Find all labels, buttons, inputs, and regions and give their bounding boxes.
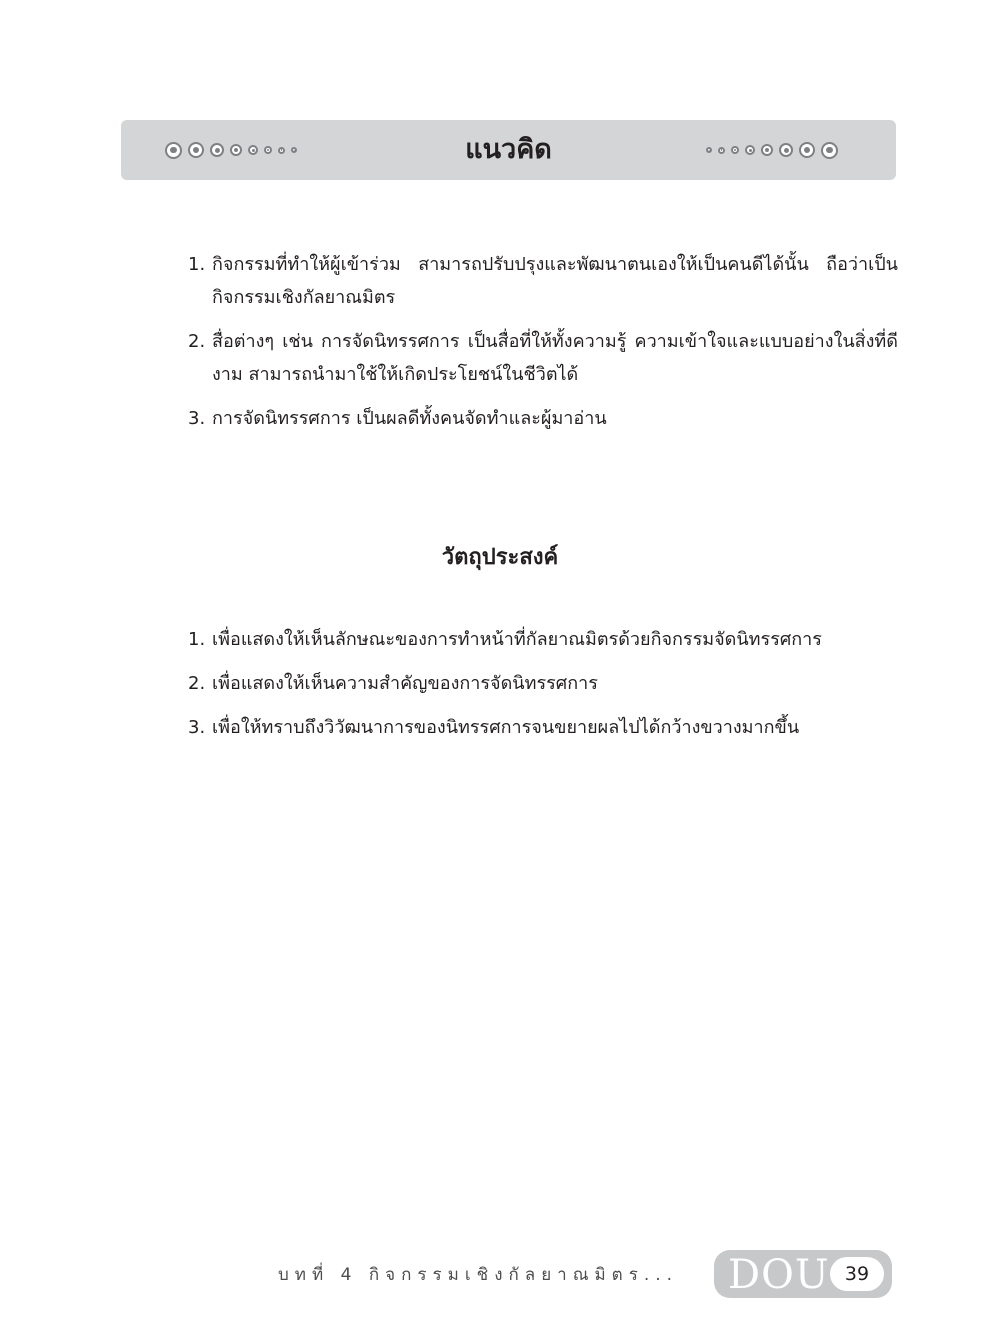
list-item-number: 2. xyxy=(188,673,206,694)
dot-icon xyxy=(745,145,755,155)
list-item-number: 3. xyxy=(188,408,206,429)
footer-badge xyxy=(714,1250,892,1298)
list-item xyxy=(188,325,898,391)
list-item-number: 1. xyxy=(188,254,206,275)
dou-logo: DOU xyxy=(728,1252,830,1298)
list-item-number: 2. xyxy=(188,331,206,352)
dot-icon xyxy=(718,147,725,154)
list-item-number: 3. xyxy=(188,717,206,738)
list-item-text: การจัดนิทรรศการ เป็นผลดีทั้งคนจัดทำและผู้มาอ่าน xyxy=(212,408,607,429)
list-item-text: กิจกรรมที่ทำให้ผู้เข้าร่วม สามารถปรับปรุงและพัฒนาตนเองให้เป็นคนดีได้นั้น ถือว่าเป็นกิจกรรมเชิงกัลยาณมิตร xyxy=(212,254,898,308)
dot-icon xyxy=(821,142,838,159)
section-banner xyxy=(121,120,896,180)
dot-icon xyxy=(706,147,712,153)
footer-chapter-text: บทที่ 4 กิจกรรมเชิงกัลยาณมิตร... xyxy=(278,1265,679,1285)
banner-title: แนวคิด xyxy=(465,134,552,165)
dot-icon xyxy=(731,146,739,154)
list-item xyxy=(188,402,898,435)
list-item xyxy=(188,623,898,656)
list-item xyxy=(188,248,898,314)
concept-list xyxy=(188,248,898,446)
dot-icon xyxy=(799,142,815,158)
decorative-dots-right xyxy=(706,120,844,180)
list-item-text: สื่อต่างๆ เช่น การจัดนิทรรศการ เป็นสื่อที่ให้ทั้งความรู้ ความเข้าใจและแบบอย่างในสิ่งที่ดีงาม สามารถนำมาใช้ให้เกิดประโยชน์ในชีวิตได้ xyxy=(212,331,898,385)
page-number: 39 xyxy=(830,1257,884,1291)
list-item-number: 1. xyxy=(188,629,206,650)
list-item-text: เพื่อแสดงให้เห็นความสำคัญของการจัดนิทรรศการ xyxy=(212,673,598,694)
list-item-text: เพื่อให้ทราบถึงวิวัฒนาการของนิทรรศการจนขยายผลไปได้กว้างขวางมากขึ้น xyxy=(212,717,800,738)
list-item xyxy=(188,667,898,700)
list-item-text: เพื่อแสดงให้เห็นลักษณะของการทำหน้าที่กัลยาณมิตรด้วยกิจกรรมจัดนิทรรศการ xyxy=(212,629,822,650)
objectives-heading: วัตถุประสงค์ xyxy=(441,545,559,570)
objectives-list xyxy=(188,623,898,755)
dot-icon xyxy=(761,144,773,156)
list-item xyxy=(188,711,898,744)
dot-icon xyxy=(779,143,793,157)
